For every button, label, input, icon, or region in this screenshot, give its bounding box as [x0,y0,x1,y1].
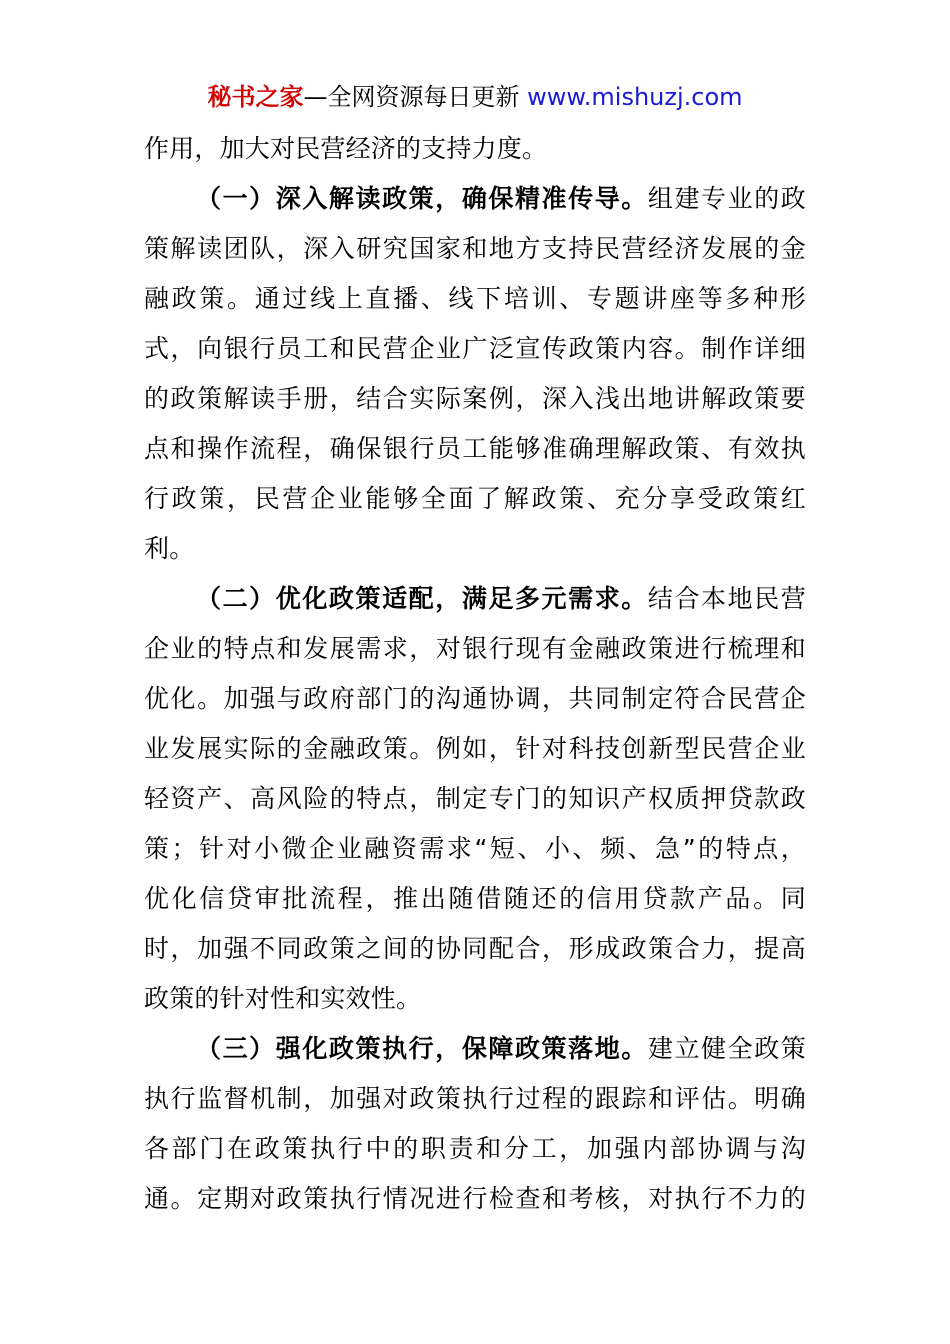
paragraph-text: 式，向银行员工和民营企业广泛宣传政策内容。制作详细 [144,334,806,363]
site-url-link[interactable]: www.mishuzj.com [527,83,743,111]
paragraph-text: 的政策解读手册，结合实际案例，深入浅出地讲解政策要 [144,384,806,413]
paragraph-text: 行政策，民营企业能够全面了解政策、充分享受政策红 [144,484,806,513]
text-line [144,974,806,1024]
paragraph-text: 企业的特点和发展需求，对银行现有金融政策进行梳理和 [144,634,806,663]
text-line [144,324,806,374]
paragraph-text: 各部门在政策执行中的职责和分工，加强内部协调与沟 [144,1134,806,1163]
text-line [144,724,806,774]
paragraph-text: 建立健全政策 [647,1034,806,1063]
text-line [144,124,806,174]
text-line [144,224,806,274]
paragraph-text: 融政策。通过线上直播、线下培训、专题讲座等多种形 [144,284,806,313]
text-line [144,524,806,574]
text-line [144,574,806,624]
text-line [144,174,806,224]
header-tagline: —全网资源每日更新 [303,83,520,111]
paragraph-text: 时，加强不同政策之间的协同配合，形成政策合力，提高 [144,934,806,963]
text-line [144,624,806,674]
site-header [0,80,950,114]
text-line [144,924,806,974]
section-heading: （一）深入解读政策，确保精准传导。 [196,184,648,213]
paragraph-text: 业发展实际的金融政策。例如，针对科技创新型民营企业 [144,734,806,763]
paragraph-text: 通。定期对政策执行情况进行检查和考核，对执行不力的 [144,1184,806,1213]
paragraph-text: 轻资产、高风险的特点，制定专门的知识产权质押贷款政 [144,784,806,813]
paragraph-text: 执行监督机制，加强对政策执行过程的跟踪和评估。明确 [144,1084,806,1113]
paragraph-text: 作用，加大对民营经济的支持力度。 [144,134,548,163]
text-line [144,374,806,424]
brand-name: 秘书之家 [207,83,304,111]
text-line [144,824,806,874]
paragraph-text: 利。 [144,534,195,563]
text-line [144,424,806,474]
paragraph-text: 点和操作流程，确保银行员工能够准确理解政策、有效执 [144,434,806,463]
text-line [144,774,806,824]
paragraph-text: 组建专业的政 [647,184,806,213]
paragraph-text: 优化。加强与政府部门的沟通协调，共同制定符合民营企 [144,684,806,713]
text-line [144,1124,806,1174]
paragraph-text: 策；针对小微企业融资需求“短、小、频、急”的特点， [144,834,806,863]
text-line [144,474,806,524]
document-body [144,124,806,1224]
text-line [144,1024,806,1074]
text-line [144,274,806,324]
text-line [144,1074,806,1124]
paragraph-text: 策解读团队，深入研究国家和地方支持民营经济发展的金 [144,234,806,263]
section-heading: （三）强化政策执行，保障政策落地。 [196,1034,648,1063]
section-heading: （二）优化政策适配，满足多元需求。 [196,584,648,613]
paragraph-text: 政策的针对性和实效性。 [144,984,422,1013]
paragraph-text: 优化信贷审批流程，推出随借随还的信用贷款产品。同 [144,884,806,913]
text-line [144,1174,806,1224]
text-line [144,874,806,924]
text-line [144,674,806,724]
paragraph-text: 结合本地民营 [647,584,806,613]
